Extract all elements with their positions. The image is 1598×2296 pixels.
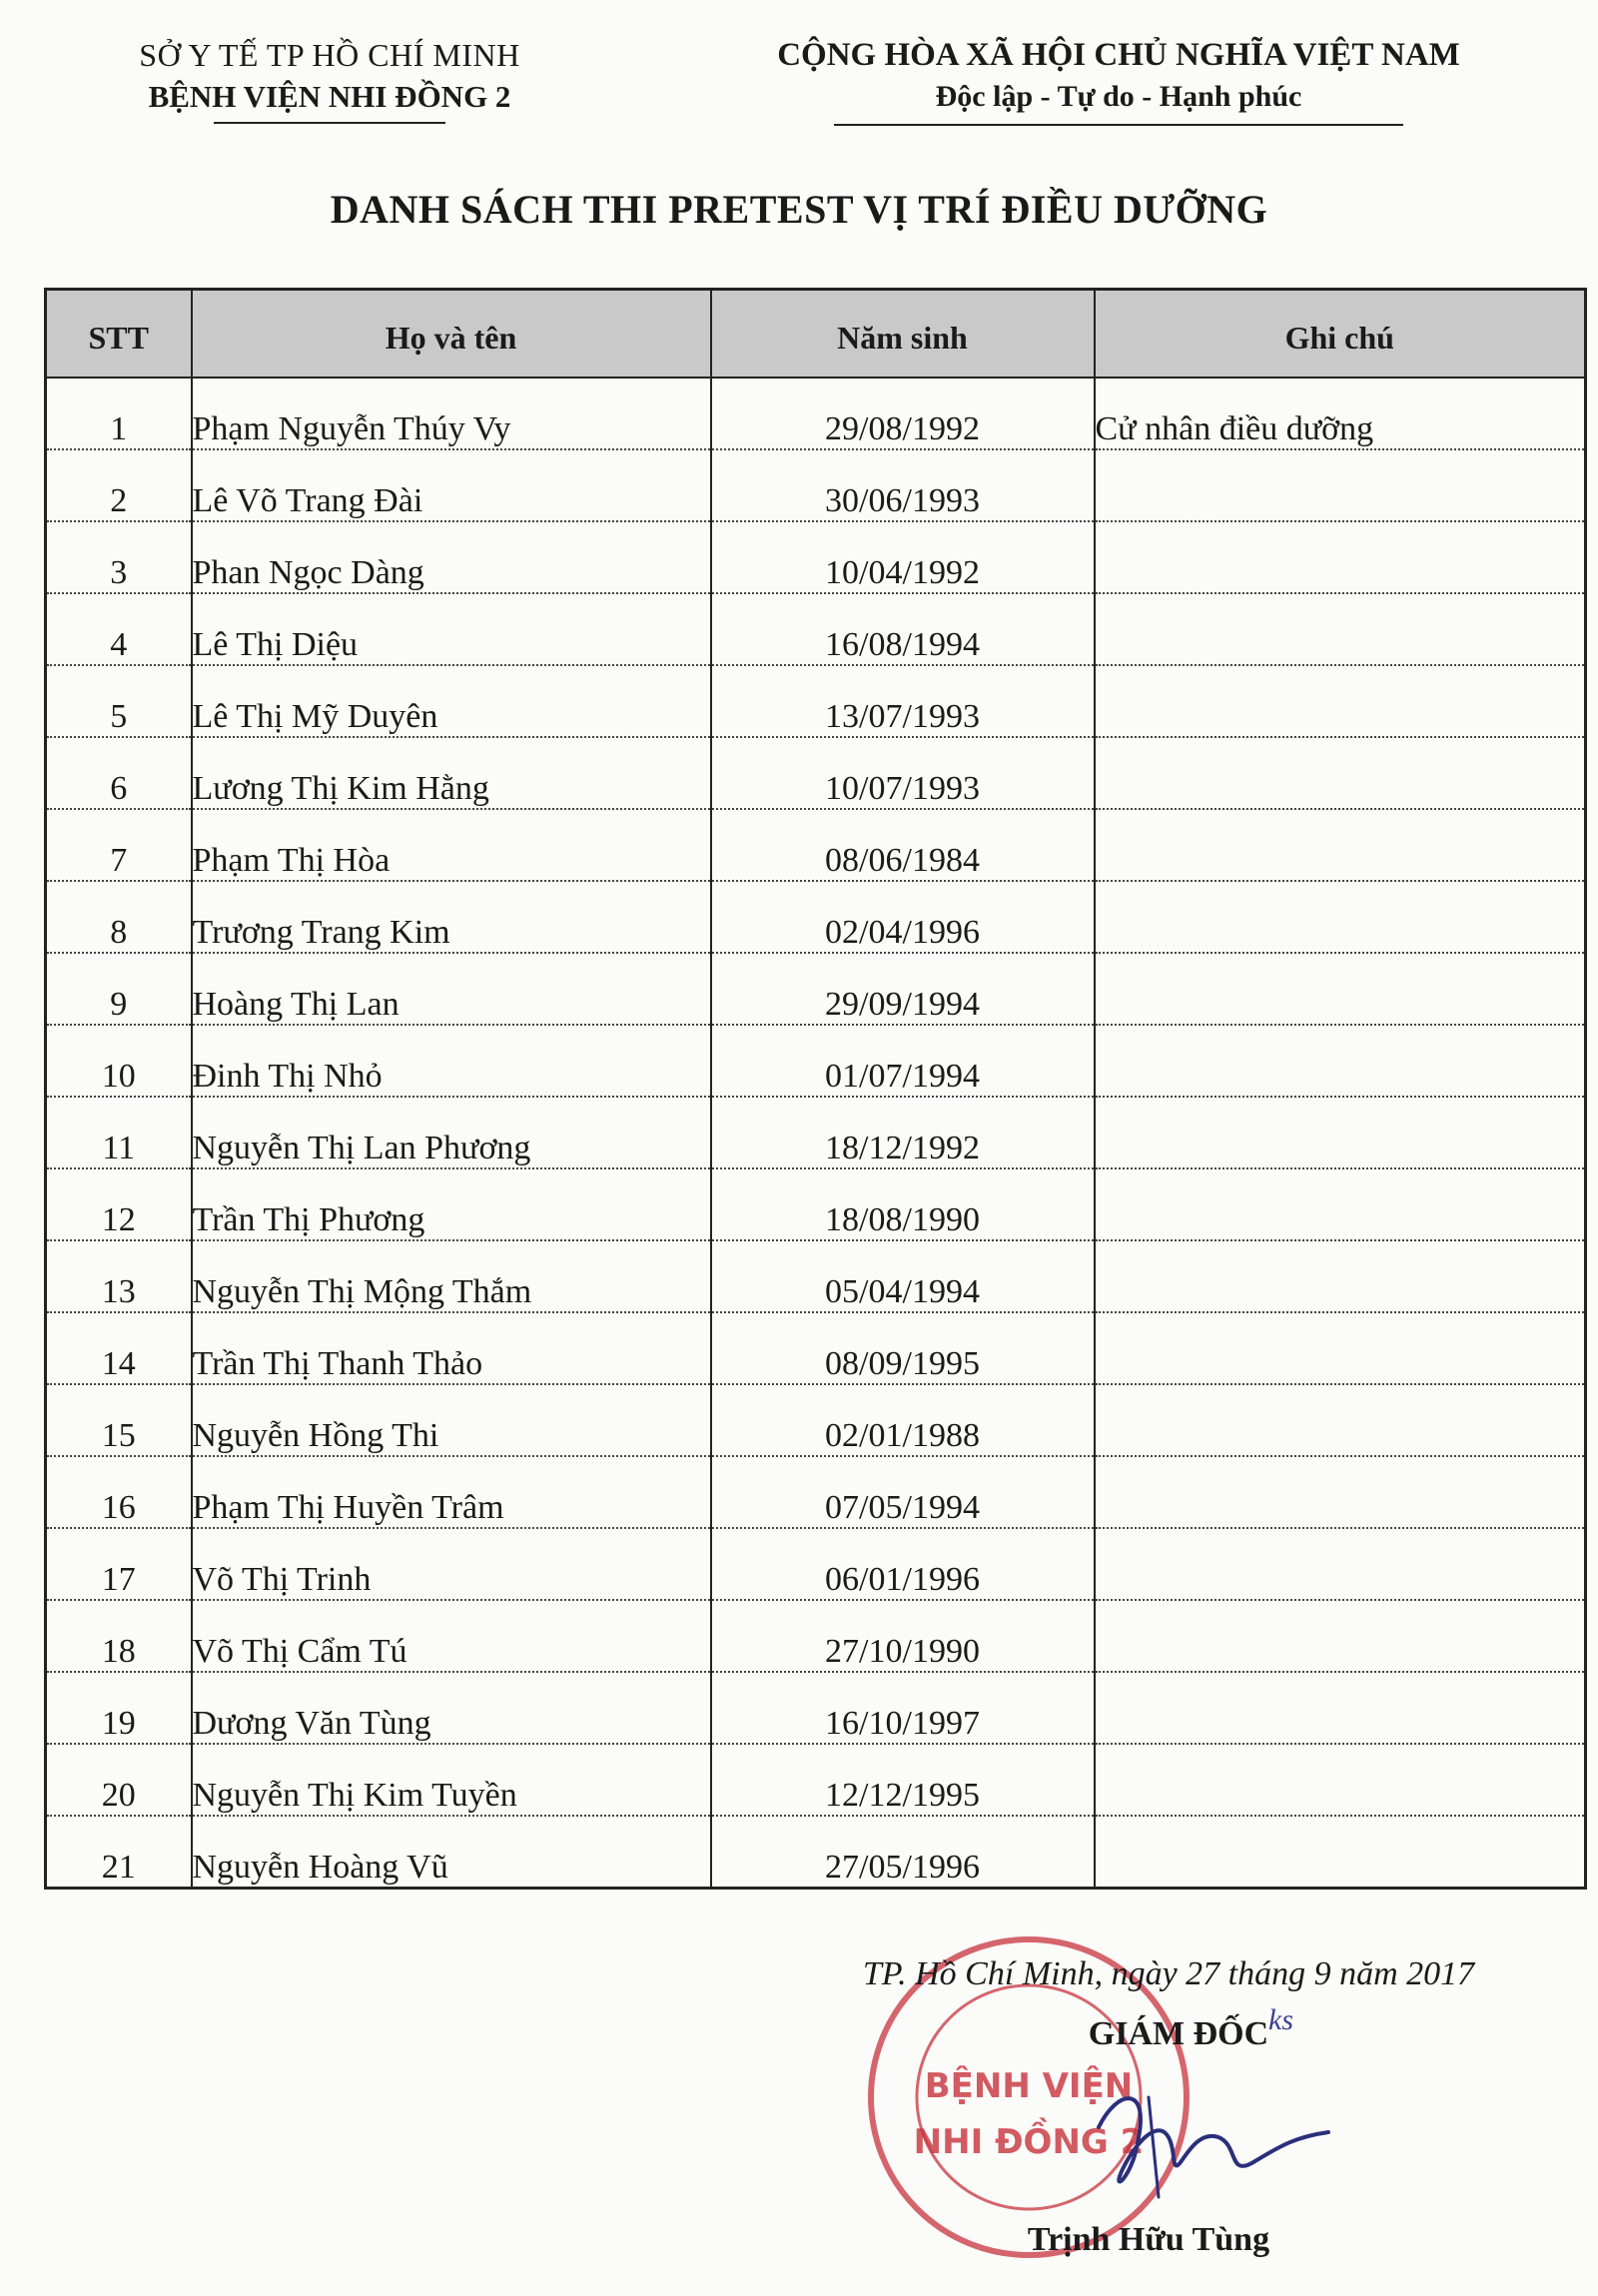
row-name: Võ Thị Cẩm Tú — [192, 1600, 711, 1672]
row-name: Phạm Nguyễn Thúy Vy — [192, 378, 711, 449]
row-stt: 20 — [46, 1744, 192, 1816]
row-stt: 17 — [46, 1528, 192, 1600]
national-motto: Độc lập - Tự do - Hạnh phúc — [935, 80, 1302, 113]
row-stt: 2 — [46, 449, 192, 521]
row-name: Lê Võ Trang Đài — [192, 449, 711, 521]
row-name: Lê Thị Diệu — [192, 593, 711, 665]
row-dob: 05/04/1994 — [711, 1240, 1095, 1312]
hospital-name: BỆNH VIỆN NHI ĐỒNG 2 — [148, 79, 511, 114]
table-row — [46, 1816, 1586, 1889]
row-note — [1095, 737, 1586, 809]
row-stt: 11 — [46, 1097, 192, 1168]
row-dob: 29/08/1992 — [711, 378, 1095, 449]
department-name: SỞ Y TẾ TP HỒ CHÍ MINH — [139, 37, 520, 73]
row-stt: 6 — [46, 737, 192, 809]
row-stt: 10 — [46, 1025, 192, 1097]
row-stt: 16 — [46, 1456, 192, 1528]
row-dob: 27/10/1990 — [711, 1600, 1095, 1672]
row-note — [1095, 1025, 1586, 1097]
row-name: Phạm Thị Hòa — [192, 809, 711, 881]
table-row — [46, 1097, 1586, 1168]
row-dob: 08/09/1995 — [711, 1312, 1095, 1384]
row-dob: 16/08/1994 — [711, 593, 1095, 665]
row-stt: 4 — [46, 593, 192, 665]
row-stt: 5 — [46, 665, 192, 737]
table-row — [46, 1600, 1586, 1672]
header-dob: Năm sinh — [711, 290, 1095, 379]
candidate-table — [44, 288, 1587, 1890]
row-note — [1095, 1240, 1586, 1312]
signer-name: Trịnh Hữu Tùng — [1027, 2221, 1270, 2258]
table-row — [46, 1456, 1586, 1528]
row-name: Trương Trang Kim — [192, 881, 711, 953]
row-dob: 06/01/1996 — [711, 1528, 1095, 1600]
issuing-org-block — [60, 34, 599, 124]
row-dob: 13/07/1993 — [711, 665, 1095, 737]
table-row — [46, 1528, 1586, 1600]
row-dob: 18/08/1990 — [711, 1168, 1095, 1240]
row-dob: 02/04/1996 — [711, 881, 1095, 953]
row-name: Dương Văn Tùng — [192, 1672, 711, 1744]
table-row — [46, 1384, 1586, 1456]
row-name: Nguyễn Hoàng Vũ — [192, 1816, 711, 1889]
row-stt: 8 — [46, 881, 192, 953]
row-note — [1095, 1600, 1586, 1672]
stamp-text-line1: BỆNH VIỆN — [924, 2066, 1134, 2106]
table-row — [46, 378, 1586, 449]
row-dob: 29/09/1994 — [711, 953, 1095, 1025]
row-dob: 01/07/1994 — [711, 1025, 1095, 1097]
row-stt: 12 — [46, 1168, 192, 1240]
row-stt: 3 — [46, 521, 192, 593]
row-stt: 21 — [46, 1816, 192, 1889]
row-stt: 15 — [46, 1384, 192, 1456]
table-row — [46, 665, 1586, 737]
handwritten-signature — [1079, 2067, 1338, 2217]
header-name: Họ và tên — [192, 290, 711, 379]
row-stt: 18 — [46, 1600, 192, 1672]
header-right-underline — [834, 124, 1403, 126]
row-dob: 30/06/1993 — [711, 449, 1095, 521]
row-name: Nguyễn Thị Kim Tuyền — [192, 1744, 711, 1816]
row-stt: 7 — [46, 809, 192, 881]
signer-title: GIÁM ĐỐC — [1088, 2015, 1269, 2052]
row-name: Lương Thị Kim Hằng — [192, 737, 711, 809]
row-note — [1095, 1816, 1586, 1889]
table-row — [46, 521, 1586, 593]
table-row — [46, 1240, 1586, 1312]
row-note — [1095, 1384, 1586, 1456]
row-note — [1095, 1097, 1586, 1168]
row-note — [1095, 449, 1586, 521]
row-note — [1095, 1528, 1586, 1600]
row-dob: 02/01/1988 — [711, 1384, 1095, 1456]
row-stt: 13 — [46, 1240, 192, 1312]
row-stt: 14 — [46, 1312, 192, 1384]
header-left-underline — [214, 122, 445, 124]
table-row — [46, 1312, 1586, 1384]
row-note: Cử nhân điều dưỡng — [1095, 378, 1586, 449]
row-dob: 18/12/1992 — [711, 1097, 1095, 1168]
header-note: Ghi chú — [1095, 290, 1586, 379]
row-name: Đinh Thị Nhỏ — [192, 1025, 711, 1097]
table-header-row — [46, 290, 1586, 379]
row-dob: 07/05/1994 — [711, 1456, 1095, 1528]
row-note — [1095, 665, 1586, 737]
table-row — [46, 1672, 1586, 1744]
table-row — [46, 953, 1586, 1025]
country-name: CỘNG HÒA XÃ HỘI CHỦ NGHĨA VIỆT NAM — [777, 37, 1460, 73]
handwritten-initials: ks — [1268, 2003, 1293, 2036]
signature-stroke-2 — [1149, 2097, 1159, 2197]
row-note — [1095, 953, 1586, 1025]
signature-stroke — [1099, 2098, 1328, 2181]
header-stt: STT — [46, 290, 192, 379]
row-name: Nguyễn Thị Lan Phương — [192, 1097, 711, 1168]
row-dob: 27/05/1996 — [711, 1816, 1095, 1889]
table-row — [46, 737, 1586, 809]
row-note — [1095, 593, 1586, 665]
row-dob: 12/12/1995 — [711, 1744, 1095, 1816]
row-name: Nguyễn Hồng Thi — [192, 1384, 711, 1456]
table-row — [46, 809, 1586, 881]
row-name: Trần Thị Phương — [192, 1168, 711, 1240]
row-dob: 10/07/1993 — [711, 737, 1095, 809]
row-name: Trần Thị Thanh Thảo — [192, 1312, 711, 1384]
row-stt: 19 — [46, 1672, 192, 1744]
table-row — [46, 593, 1586, 665]
row-note — [1095, 1744, 1586, 1816]
row-name: Phan Ngọc Dàng — [192, 521, 711, 593]
table-body — [46, 378, 1586, 1889]
table-row — [46, 1025, 1586, 1097]
stamp-text-line2: NHI ĐỒNG 2 — [913, 2122, 1145, 2162]
row-stt: 9 — [46, 953, 192, 1025]
row-dob: 08/06/1984 — [711, 809, 1095, 881]
row-name: Võ Thị Trinh — [192, 1528, 711, 1600]
row-note — [1095, 1312, 1586, 1384]
row-name: Phạm Thị Huyền Trâm — [192, 1456, 711, 1528]
place-and-date: TP. Hồ Chí Minh, ngày 27 tháng 9 năm 2017 — [862, 1955, 1475, 1992]
row-name: Hoàng Thị Lan — [192, 953, 711, 1025]
row-dob: 16/10/1997 — [711, 1672, 1095, 1744]
row-note — [1095, 881, 1586, 953]
row-name: Lê Thị Mỹ Duyên — [192, 665, 711, 737]
row-name: Nguyễn Thị Mộng Thắm — [192, 1240, 711, 1312]
row-note — [1095, 809, 1586, 881]
table-row — [46, 881, 1586, 953]
row-stt: 1 — [46, 378, 192, 449]
row-note — [1095, 1168, 1586, 1240]
row-note — [1095, 1672, 1586, 1744]
national-motto-block — [699, 34, 1538, 126]
row-note — [1095, 521, 1586, 593]
row-dob: 10/04/1992 — [711, 521, 1095, 593]
table-row — [46, 1168, 1586, 1240]
table-row — [46, 1744, 1586, 1816]
document-title: DANH SÁCH THI PRETEST VỊ TRÍ ĐIỀU DƯỠNG — [330, 187, 1268, 232]
row-note — [1095, 1456, 1586, 1528]
table-row — [46, 449, 1586, 521]
